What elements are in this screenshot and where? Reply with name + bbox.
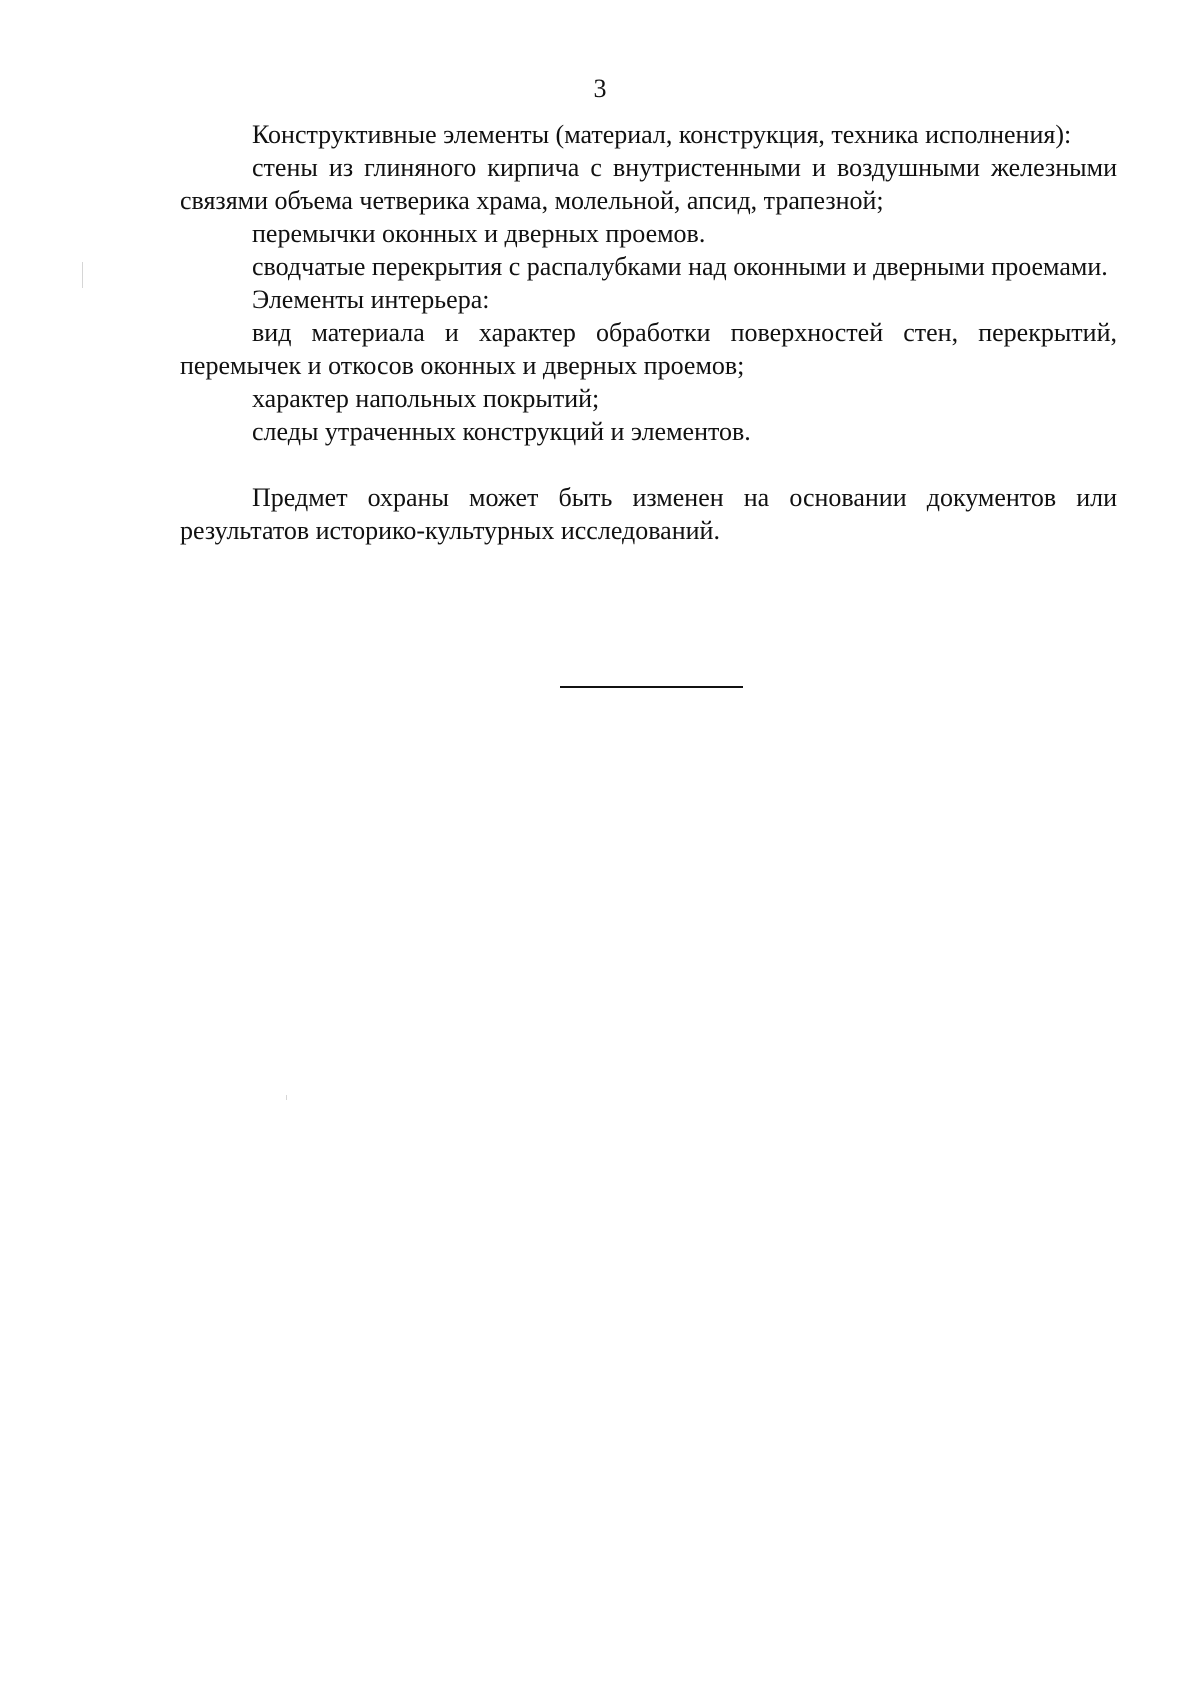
scan-artifact-mark (82, 262, 83, 288)
paragraph-lost-structures: следы утраченных конструкций и элементов. (252, 417, 751, 446)
paragraph-structural-elements-heading: Конструктивные элементы (материал, конструкция, техника исполнения): (252, 120, 1072, 149)
paragraph-walls: стены из глиняного кирпича с внутристенными и воздушными железными связями объема четверика храма, молельной, апсид, трапезной; (180, 153, 1117, 215)
paragraph-closing-note: Предмет охраны может быть изменен на основании документов или результатов историко-культурных исследований. (180, 483, 1117, 545)
paragraph-lintels: перемычки оконных и дверных проемов. (252, 219, 706, 248)
paragraph-surface-treatment: вид материала и характер обработки поверхностей стен, перекрытий, перемычек и откосов оконных и дверных проемов; (180, 318, 1117, 380)
page-number: 3 (593, 74, 607, 103)
paragraph-interior-elements-heading: Элементы интерьера: (252, 285, 490, 314)
paragraph-vaulted-ceilings: сводчатые перекрытия с распалубками над оконными и дверными проемами. (252, 252, 1108, 281)
paragraph-floor-coverings: характер напольных покрытий; (252, 384, 600, 413)
document-body (180, 118, 1117, 547)
end-separator-line (560, 686, 743, 688)
scan-artifact-mark (286, 1095, 287, 1100)
